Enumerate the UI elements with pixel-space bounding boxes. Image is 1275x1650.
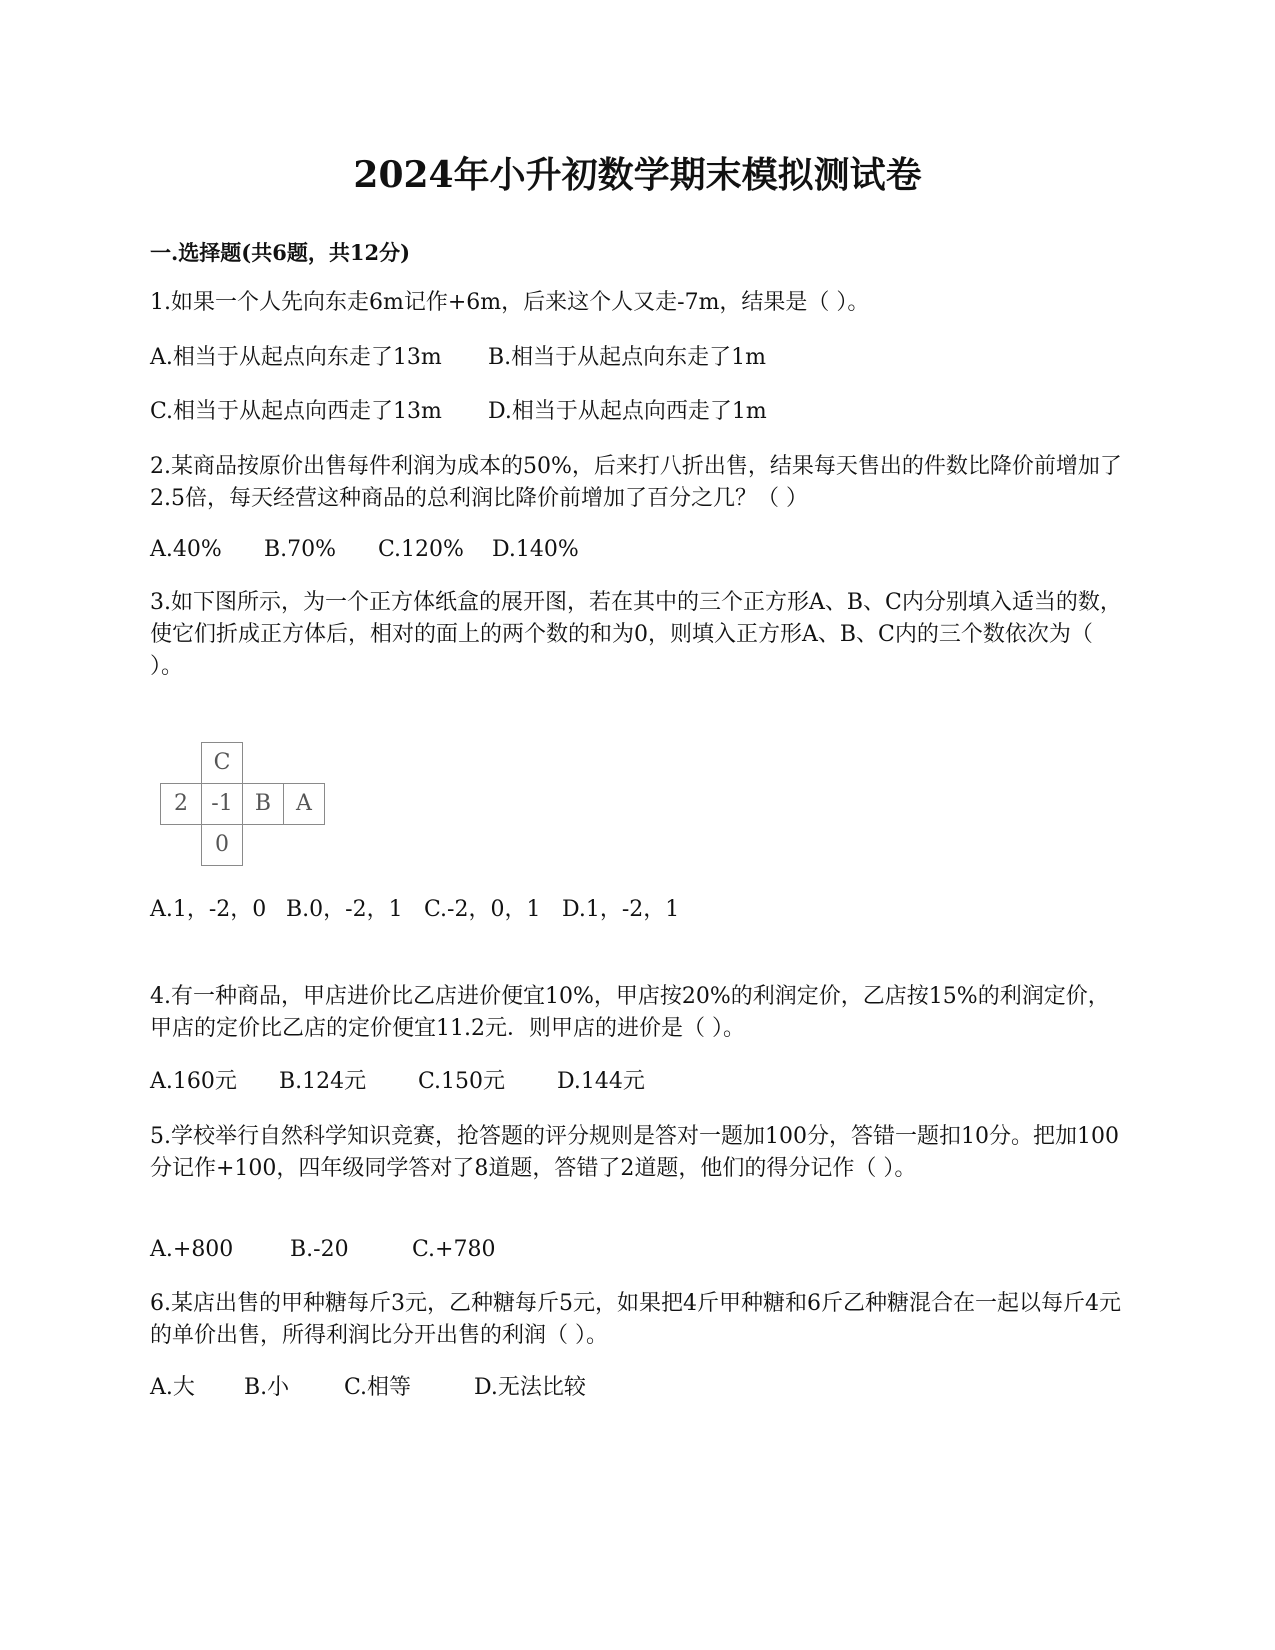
option-a: A.1，-2，0: [150, 897, 267, 922]
option-c: C.相当于从起点向西走了13m: [150, 399, 442, 424]
option-d: D.144元: [557, 1069, 645, 1094]
option-d: D.无法比较: [474, 1375, 586, 1400]
question-3-options: [150, 894, 679, 926]
cube-net-figure: [160, 742, 340, 882]
net-cell-center: -1: [201, 783, 243, 825]
option-b: B.相当于从起点向东走了1m: [488, 345, 767, 370]
option-c: C.150元: [418, 1069, 506, 1094]
net-cell-left: 2: [160, 783, 202, 825]
option-c: C.120%: [378, 537, 464, 562]
option-c: C.-2，0，1: [424, 897, 541, 922]
option-d: D.140%: [492, 537, 579, 562]
option-b: B.0，-2，1: [286, 897, 403, 922]
option-a: A.40%: [150, 537, 222, 562]
option-b: B.-20: [290, 1237, 349, 1262]
question-2: 2.某商品按原价出售每件利润为成本的50%，后来打八折出售，结果每天售出的件数比降价前增加了2.5倍，每天经营这种商品的总利润比降价前增加了百分之几？（ ）: [150, 454, 1122, 511]
option-a: A.相当于从起点向东走了13m: [150, 345, 442, 370]
question-4: 4.有一种商品，甲店进价比乙店进价便宜10%，甲店按20%的利润定价，乙店按15%的利润定价，甲店的定价比乙店的定价便宜11.2元．则甲店的进价是（ ）。: [150, 984, 1110, 1041]
page-title: 2024年小升初数学期末模拟测试卷: [353, 154, 922, 196]
section-title: 一.选择题(共6题，共12分): [150, 240, 411, 265]
question-1: 1.如果一个人先向东走6m记作+6m，后来这个人又走-7m，结果是（ ）。: [150, 290, 870, 315]
option-c: C.+780: [412, 1237, 496, 1262]
option-d: D.1，-2，1: [562, 897, 680, 922]
option-b: B.70%: [264, 537, 337, 562]
option-a: A.+800: [150, 1237, 234, 1262]
net-cell-b: B: [242, 783, 284, 825]
question-1-options-row-1: [150, 342, 766, 374]
question-3: 3.如下图所示，为一个正方体纸盒的展开图，若在其中的三个正方形A、B、C内分别填入适当的数，使它们折成正方体后，相对的面上的两个数的和为0，则填入正方形A、B、C内的三个数依次为（ ）。: [150, 590, 1122, 679]
option-b: B.小: [244, 1375, 290, 1400]
option-c: C.相等: [344, 1375, 412, 1400]
option-a: A.大: [150, 1375, 195, 1400]
option-b: B.124元: [279, 1069, 367, 1094]
net-cell-a: A: [283, 783, 325, 825]
question-2-options: [150, 534, 579, 566]
option-a: A.160元: [150, 1069, 237, 1094]
question-1-options-row-2: [150, 396, 767, 428]
net-cell-bottom: 0: [201, 824, 243, 866]
question-6: 6.某店出售的甲种糖每斤3元，乙种糖每斤5元，如果把4斤甲种糖和6斤乙种糖混合在一起以每斤4元的单价出售，所得利润比分开出售的利润（ ）。: [150, 1291, 1121, 1348]
question-5: 5.学校举行自然科学知识竞赛，抢答题的评分规则是答对一题加100分，答错一题扣10分。把加100分记作+100，四年级同学答对了8道题，答错了2道题，他们的得分记作（ ）。: [150, 1124, 1119, 1181]
question-4-options: [150, 1066, 645, 1098]
option-d: D.相当于从起点向西走了1m: [488, 399, 767, 424]
question-5-options: [150, 1234, 495, 1266]
question-6-options: [150, 1372, 586, 1404]
net-cell-top: C: [201, 742, 243, 784]
